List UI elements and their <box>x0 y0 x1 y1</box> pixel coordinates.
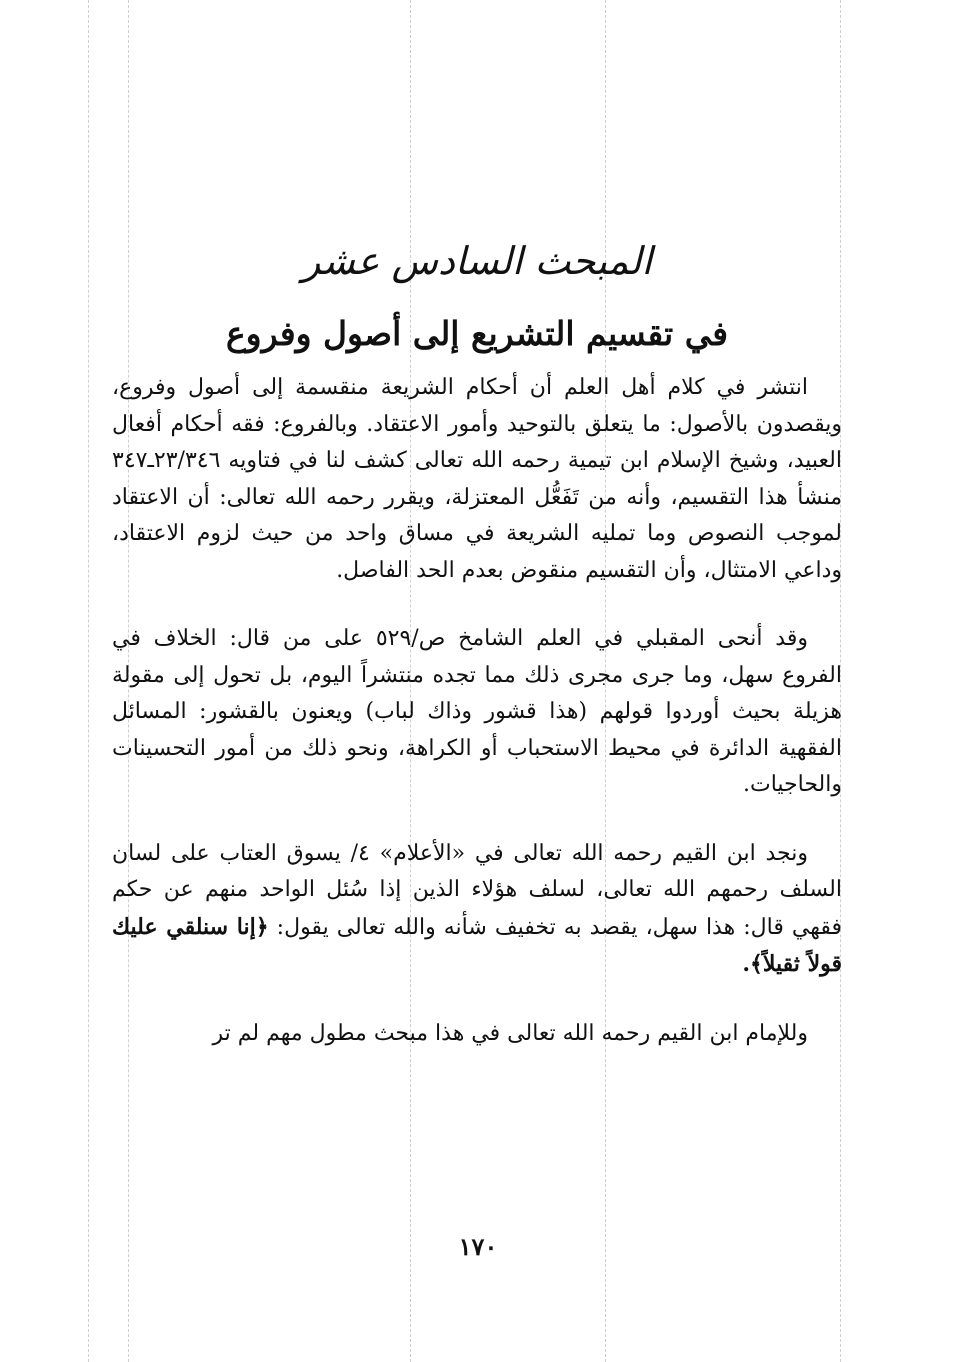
scan-guide-line <box>88 0 89 1362</box>
paragraph-4: وللإمام ابن القيم رحمه الله تعالى في هذا مبحث مطول مهم لم تر <box>212 1020 808 1046</box>
section-heading: في تقسيم التشريع إلى أصول وفروع <box>225 314 729 353</box>
chapter-title: المبحث السادس عشر <box>301 239 653 283</box>
page-number: ١٧٠ <box>458 1232 498 1261</box>
paragraph-3 <box>112 836 842 984</box>
paragraph-2: وقد أنحى المقبلي في العلم الشامخ ص/٥٢٩ على من قال: الخلاف في الفروع سهل، وما جرى مجرى ذلك مما تجده منتشراً اليوم، بل تحول إلى مقولة هزيلة بحيث أوردوا قولهم (هذا قشور وذاك لباب) ويعنون بالقشور: المسائل الفقهية الدائرة في محيط الاستحباب أو الكراهة، ونحو ذلك من أمور التحسينات والحاجيات. <box>112 626 843 797</box>
paragraph-3-text: ونجد ابن القيم رحمه الله تعالى في «الأعلام» ٤/ يسوق العتاب على لسان السلف رحمهم الله تعالى، لسلف هؤلاء الذين إذا سُئل الواحد منهم عن حكم فقهي قال: هذا سهل، يقصد به تخفيف شأنه والله تعالى يقول: <box>112 840 843 940</box>
book-page <box>112 230 842 1084</box>
quran-verse: ﴿إنا سنلقي عليك قولاً ثقيلاً﴾. <box>112 913 842 977</box>
paragraph-1: انتشر في كلام أهل العلم أن أحكام الشريعة منقسمة إلى أصول وفروع، ويقصدون بالأصول: ما يتعلق بالتوحيد وأمور الاعتقاد. وبالفروع: فقه أحكام أفعال العبيد، وشيخ الإسلام ابن تيمية رحمه الله تعالى كشف لنا في فتاويه ٢٣/٣٤٦ـ٣٤٧ منشأ هذا التقسيم، وأنه من تَفَعُّل المعتزلة، ويقرر رحمه الله تعالى: أن الاعتقاد لموجب النصوص وما تمليه الشريعة في مساق واحد من حيث لزوم الاعتقاد، وداعي الامتثال، وأن التقسيم منقوض بعدم الحد الفاصل. <box>112 375 842 583</box>
